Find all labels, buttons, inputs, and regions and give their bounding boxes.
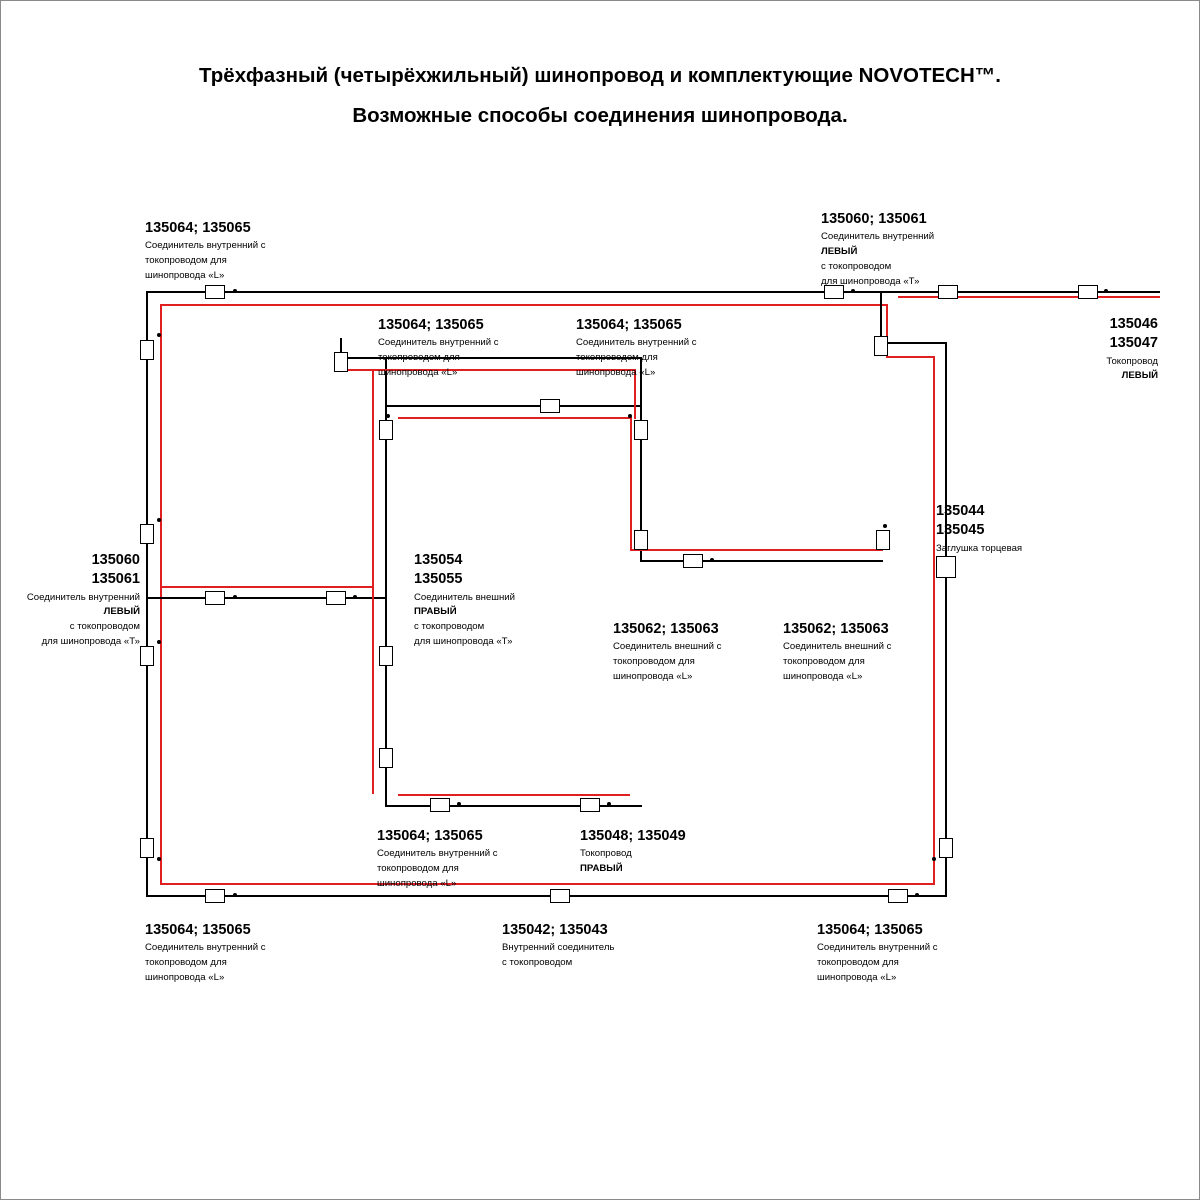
label-desc-line-3: шинопровода «L» (613, 670, 693, 682)
conductor-inner-upper-top (398, 417, 630, 419)
label-desc-line-1: Соединитель внутренний с (576, 337, 697, 349)
label-desc-line-4: для шинопровода «Т» (414, 635, 513, 647)
label-desc-line-2: ЛЕВЫЙ (821, 246, 858, 258)
label-desc-line-1: Соединитель внутренний с (145, 240, 266, 252)
conductor-inner-upper-right (630, 417, 632, 549)
conductor-lower-riser (372, 758, 374, 794)
label-inner-top-2 (576, 316, 697, 380)
marker-dot (157, 518, 161, 522)
conductor-right-outer (933, 356, 935, 884)
marker-dot (628, 414, 632, 418)
label-desc-line-4: для шинопровода «Т» (41, 635, 140, 647)
label-code: 135062; 135063 (613, 621, 719, 637)
label-desc-line-4: для шинопровода «Т» (821, 275, 920, 287)
label-desc-line-2: токопроводом для (576, 352, 658, 364)
connector-right-step[interactable] (874, 336, 888, 356)
marker-dot (386, 414, 390, 418)
label-desc-line-3: с токопроводом (821, 260, 892, 272)
label-mid-bottom-inner (377, 827, 498, 891)
connector-inner-left-riser[interactable] (379, 420, 393, 440)
label-code-2: 135055 (414, 571, 463, 588)
marker-dot (233, 289, 237, 293)
connector-center-vertical-bottom[interactable] (379, 748, 393, 768)
label-desc-line-3: шинопровода «L» (145, 269, 225, 281)
connector-bottom-left[interactable] (205, 889, 225, 903)
connector-lower-branch-right[interactable] (580, 798, 600, 812)
label-desc-line-1: Соединитель внутренний (821, 231, 935, 243)
label-code: 135060; 135061 (821, 211, 927, 227)
track-left-outer (146, 291, 148, 897)
label-code-2: 135061 (91, 571, 140, 588)
marker-dot (710, 558, 714, 562)
connector-bottom-right[interactable] (888, 889, 908, 903)
conductor-lower-branch (398, 794, 630, 796)
label-code: 135064; 135065 (145, 922, 251, 938)
label-code: 135064; 135065 (377, 828, 483, 844)
label-code: 135064; 135065 (817, 922, 923, 938)
label-desc-line-3: шинопровода «L» (145, 971, 225, 983)
label-code: 135064; 135065 (378, 317, 484, 333)
track-inner-upper-top (385, 405, 642, 407)
label-desc-line-1: Соединитель внутренний с (817, 942, 938, 954)
label-code: 135064; 135065 (145, 220, 251, 236)
label-desc-line-2: токопроводом для (613, 656, 695, 668)
connector-inner-upper-top-mid[interactable] (540, 399, 560, 413)
marker-dot (233, 595, 237, 599)
marker-dot (457, 802, 461, 806)
conductor-inner-upper-bottom (630, 549, 883, 551)
label-desc-line-3: шинопровода «L» (377, 877, 457, 889)
conductor-top-right-step (886, 356, 934, 358)
track-lower-branch-end (640, 805, 642, 807)
label-right-feed (930, 315, 1158, 383)
label-code: 135064; 135065 (576, 317, 682, 333)
page-title-line-2: Возможные способы соединения шинопровода. (352, 104, 848, 127)
marker-dot (1104, 289, 1108, 293)
connector-left-top-corner[interactable] (140, 340, 154, 360)
connector-inner-right-lower[interactable] (634, 530, 648, 550)
connector-inner-right-riser[interactable] (634, 420, 648, 440)
track-middle-divider (146, 597, 386, 599)
label-desc-line-1: Токопровод (1106, 355, 1158, 367)
label-desc-line-1: Соединитель внешний (414, 591, 516, 603)
marker-dot (932, 857, 936, 861)
connector-135064-top-left[interactable] (205, 285, 225, 299)
label-code: 135048; 135049 (580, 828, 686, 844)
label-desc-line-3: шинопровода «L» (783, 670, 863, 682)
connector-outer-l-left[interactable] (683, 554, 703, 568)
label-bottom-center (502, 921, 614, 970)
label-code: 135042; 135043 (502, 922, 608, 938)
label-desc-line-2: токопроводом для (378, 352, 460, 364)
label-desc-line-2: токопроводом для (783, 656, 865, 668)
label-code-1: 135060 (91, 552, 140, 568)
marker-dot (883, 524, 887, 528)
label-desc-line-2: с токопроводом (502, 957, 573, 969)
label-desc-line-2: токопроводом для (817, 957, 899, 969)
connector-lower-branch-left[interactable] (430, 798, 450, 812)
label-left-tee (0, 551, 140, 649)
label-center-tee (414, 551, 515, 649)
page-title-line-1: Трёхфазный (четырёхжильный) шинопровод и комплектующие NOVOTECH™. (199, 64, 1001, 87)
track-inner-upper-bottom (640, 560, 883, 562)
label-desc-line-3: шинопровода «L» (378, 366, 458, 378)
track-lower-branch (385, 805, 642, 807)
label-desc-line-1: Соединитель внешний с (783, 641, 892, 653)
marker-dot (157, 333, 161, 337)
label-desc-line-3: шинопровода «L» (576, 366, 656, 378)
label-desc-line-2: ПРАВЫЙ (580, 863, 623, 875)
connector-left-middle-lower[interactable] (140, 646, 154, 666)
label-desc-line-3: шинопровода «L» (817, 971, 897, 983)
label-desc-line-2: ЛЕВЫЙ (1121, 370, 1158, 382)
label-desc-line-2: ПРАВЫЙ (414, 606, 457, 618)
label-desc-line-1: Соединитель внутренний с (378, 337, 499, 349)
marker-dot (851, 289, 855, 293)
connector-bottom-center[interactable] (550, 889, 570, 903)
connector-outer-l-right[interactable] (876, 530, 890, 550)
connector-end-cap[interactable] (936, 556, 956, 578)
label-desc-line-2: токопроводом для (145, 957, 227, 969)
label-top-left (145, 219, 266, 283)
connector-left-tee[interactable] (205, 591, 225, 605)
conductor-middle-divider (160, 586, 372, 588)
label-bottom-right (817, 921, 938, 985)
connector-left-bottom-corner[interactable] (140, 838, 154, 858)
conductor-top-main (160, 304, 886, 306)
connector-top-far-right[interactable] (1078, 285, 1098, 299)
label-code-2: 135045 (936, 522, 985, 539)
label-end-cap (936, 502, 1022, 555)
label-desc-line-2: ЛЕВЫЙ (103, 606, 140, 618)
label-inner-top-1 (378, 316, 499, 380)
label-desc-line-1: Внутренний соединитель (502, 942, 615, 954)
marker-dot (157, 640, 161, 644)
label-desc-line-1: Соединитель внутренний с (145, 942, 266, 954)
marker-dot (157, 857, 161, 861)
label-bottom-left (145, 921, 266, 985)
track-right-outer (945, 342, 947, 897)
track-center-vertical (385, 417, 387, 758)
conductor-inner-riser-left (372, 369, 374, 419)
connector-center-tee[interactable] (326, 591, 346, 605)
connector-left-middle-upper[interactable] (140, 524, 154, 544)
label-desc-line-2: токопроводом для (377, 863, 459, 875)
label-code-1: 135044 (936, 503, 985, 519)
conductor-left-outer (160, 304, 162, 884)
label-desc-line-3: с токопроводом (69, 621, 140, 633)
label-code-2: 135047 (1109, 335, 1158, 352)
label-code-1: 135054 (414, 552, 463, 568)
label-desc-line-1: Соединитель внешний с (613, 641, 722, 653)
marker-dot (233, 893, 237, 897)
track-bottom-outer (146, 895, 947, 897)
marker-dot (607, 802, 611, 806)
label-code-1: 135046 (1109, 316, 1158, 332)
label-top-right (821, 210, 934, 288)
connector-right-bottom-corner[interactable] (939, 838, 953, 858)
conductor-bottom-outer (160, 883, 935, 885)
connector-inner-shelf-left[interactable] (334, 352, 348, 372)
label-outer-l-1 (613, 620, 721, 684)
label-desc-line-1: Соединитель внутренний (26, 591, 140, 603)
label-code: 135062; 135063 (783, 621, 889, 637)
label-desc-line-1: Заглушка торцевая (936, 542, 1023, 554)
label-desc-line-3: с токопроводом (414, 621, 485, 633)
track-top-right-branch (890, 291, 1160, 293)
connector-top-right-secondary[interactable] (938, 285, 958, 299)
label-outer-l-2 (783, 620, 891, 684)
marker-dot (353, 595, 357, 599)
label-desc-line-1: Токопровод (580, 848, 632, 860)
conductor-center-vertical (372, 417, 374, 758)
track-inner-shelf-cap (340, 338, 342, 342)
label-desc-line-2: токопроводом для (145, 255, 227, 267)
label-feed-right-bottom (580, 827, 686, 876)
marker-dot (915, 893, 919, 897)
connector-center-vertical-lower[interactable] (379, 646, 393, 666)
label-desc-line-1: Соединитель внутренний с (377, 848, 498, 860)
